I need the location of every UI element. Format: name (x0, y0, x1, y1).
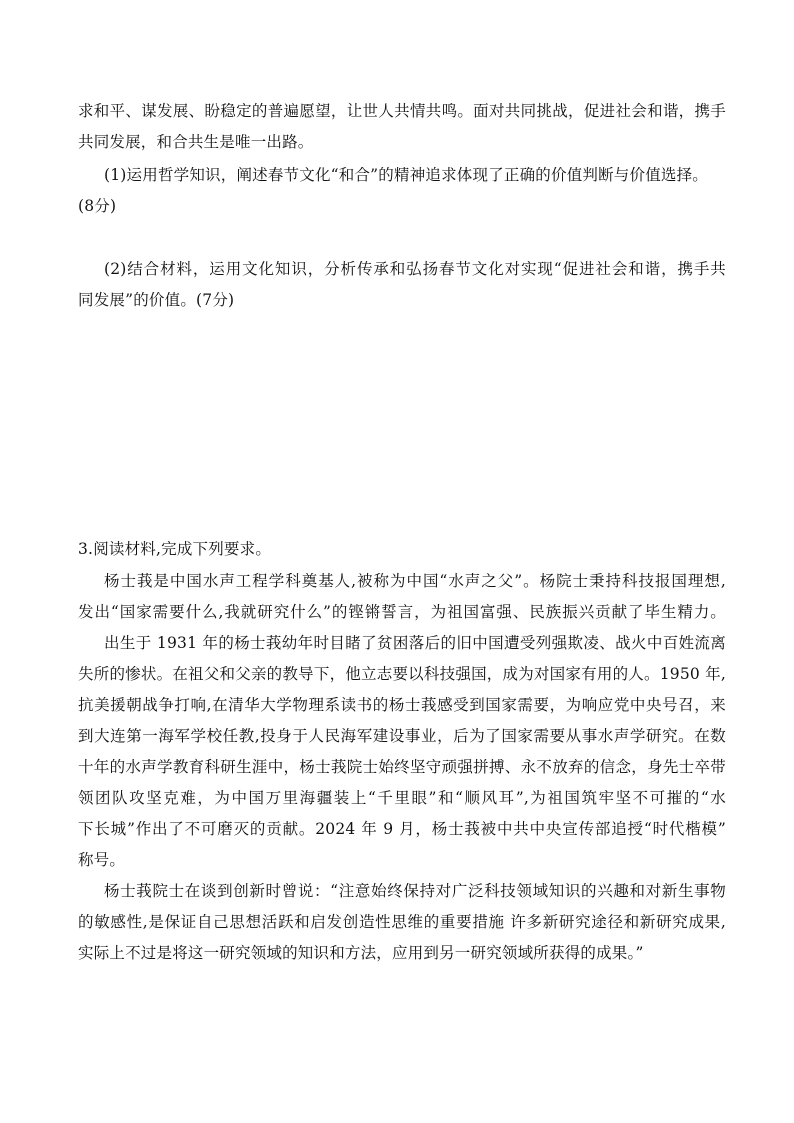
paragraph-line: 称号。 (78, 851, 126, 869)
paragraph-line: 的敏感性,是保证自己思想活跃和启发创造性思维的重要措施 许多新研究途径和新研究成果, (78, 913, 726, 931)
question-2: (2)结合材料，运用文化知识，分析传承和弘扬春节文化对实现“促进社会和谐，携手共 (104, 260, 726, 278)
paragraph-line: 到大连第一海军学校任教,投身于人民海军建设事业，后为了国家需要从事水声学研究。在数 (78, 727, 726, 745)
section-3-heading: 3.阅读材料,完成下列要求。 (78, 540, 272, 558)
paragraph-line: 领团队攻坚克难，为中国万里海疆装上“千里眼”和“顺风耳”,为祖国筑牢坚不可摧的“水 (78, 789, 726, 807)
paragraph-line: 发出“国家需要什么,我就研究什么”的铿锵誓言，为祖国富强、民族振兴贡献了毕生精力。 (78, 603, 726, 621)
material-line: 求和平、谋发展、盼稳定的普遍愿望，让世人共情共鸣。面对共同挑战，促进社会和谐，携手 (78, 102, 726, 120)
paragraph-line: 杨士莪是中国水声工程学科奠基人,被称为中国“水声之父”。杨院士秉持科技报国理想, (104, 572, 726, 590)
material-line: 共同发展，和合共生是唯一出路。 (78, 133, 314, 151)
question-2-continued: 同发展”的价值。(7分) (78, 291, 235, 309)
question-1-score: (8分) (78, 197, 117, 215)
paragraph-line: 出生于 1931 年的杨士莪幼年时目睹了贫困落后的旧中国遭受列强欺凌、战火中百姓流离 (104, 634, 726, 652)
paragraph-line: 杨士莪院士在谈到创新时曾说：“注意始终保持对广泛科技领域知识的兴趣和对新生事物 (104, 882, 726, 900)
paragraph-line: 十年的水声学教育科研生涯中，杨士莪院士始终坚守顽强拼搏、永不放弃的信念，身先士卒带 (78, 758, 726, 776)
paragraph-line: 失所的惨状。在祖父和父亲的教导下，他立志要以科技强国，成为对国家有用的人。1950 年, (78, 665, 726, 683)
paragraph-line: 实际上不过是将这一研究领域的知识和方法，应用到另一研究领域所获得的成果。” (78, 944, 644, 962)
question-1: (1)运用哲学知识，阐述春节文化“和合”的精神追求体现了正确的价值判断与价值选择。 (104, 166, 709, 184)
paragraph-line: 抗美援朝战争打响,在清华大学物理系读书的杨士莪感受到国家需要，为响应党中央号召，来 (78, 696, 726, 714)
paragraph-line: 下长城”作出了不可磨灭的贡献。2024 年 9 月，杨士莪被中共中央宣传部追授“时代楷模” (78, 820, 726, 838)
